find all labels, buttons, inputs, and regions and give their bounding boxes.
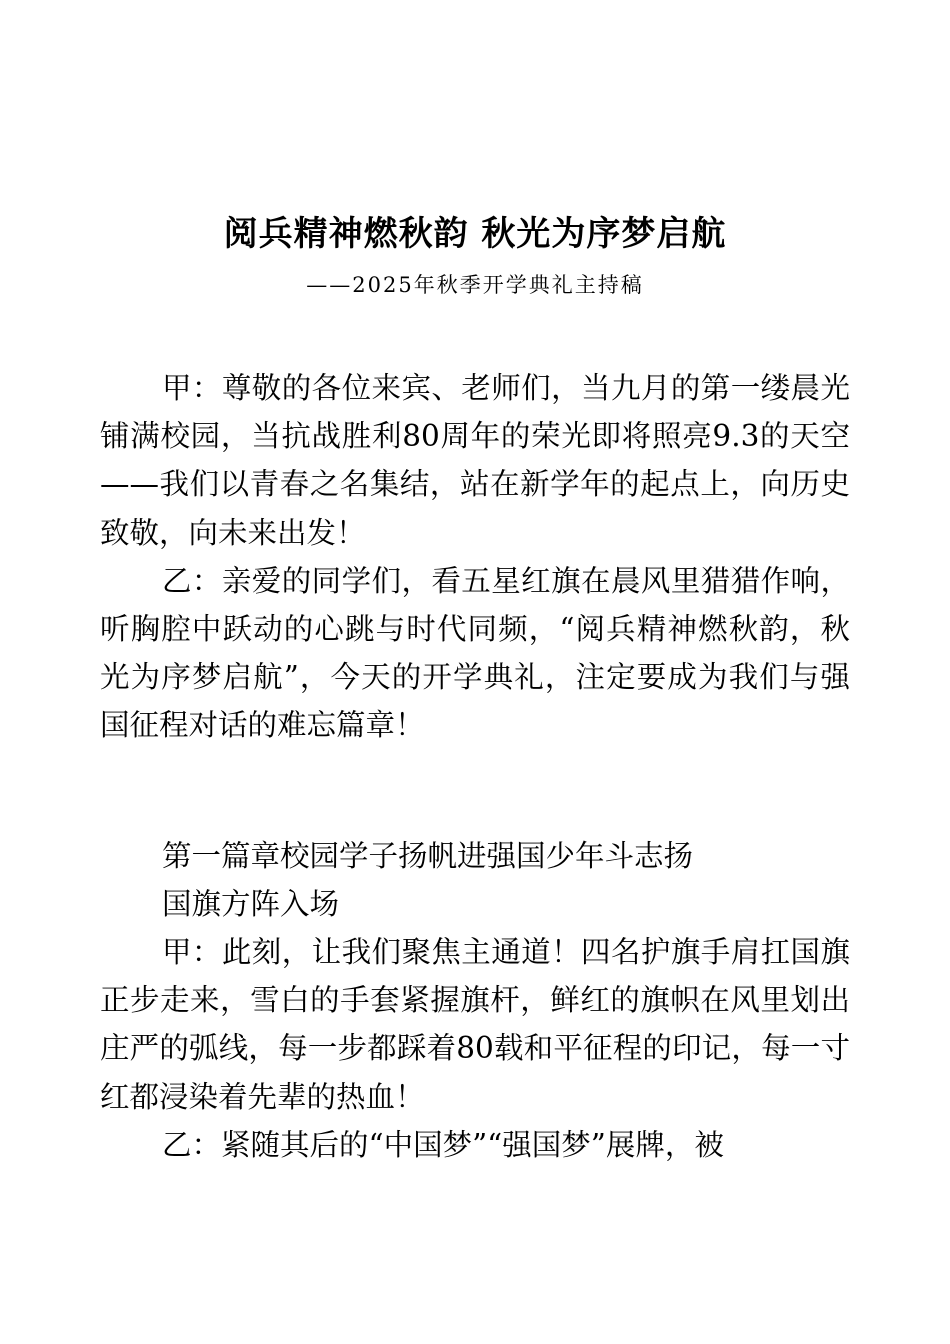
section-spacer [100, 750, 850, 832]
section-heading: 第一篇章校园学子扬帆进强国少年斗志扬 [162, 838, 694, 873]
document-subtitle: ——2025年秋季开学典礼主持稿 [306, 273, 644, 297]
paragraph-host-yi-flag: 乙：紧随其后的“中国梦”“强国梦”展牌，被 [162, 1127, 724, 1162]
paragraph-host-jia-opening: 甲：尊敬的各位来宾、老师们，当九月的第一缕晨光铺满校园，当抗战胜利80周年的荣光即将照亮9.3的天空——我们以青春之名集结，站在新学年的起点上，向历史致敬，向未来出发！ [100, 371, 850, 550]
paragraph-host-yi-opening: 乙：亲爱的同学们，看五星红旗在晨风里猎猎作响，听胸腔中跃动的心跳与时代同频，“阅兵精神燃秋韵，秋光为序梦启航”，今天的开学典礼，注定要成为我们与强国征程对话的难忘篇章！ [100, 563, 850, 743]
section-subheading: 国旗方阵入场 [162, 886, 340, 921]
paragraph-host-jia-flag: 甲：此刻，让我们聚焦主通道！四名护旗手肩扛国旗正步走来，雪白的手套紧握旗杆，鲜红的旗帜在风里划出庄严的弧线，每一步都踩着80载和平征程的印记，每一寸红都浸染着先辈的热血！ [100, 935, 850, 1114]
document-body [100, 364, 850, 1169]
document-title: 阅兵精神燃秋韵 秋光为序梦启航 [223, 214, 727, 254]
